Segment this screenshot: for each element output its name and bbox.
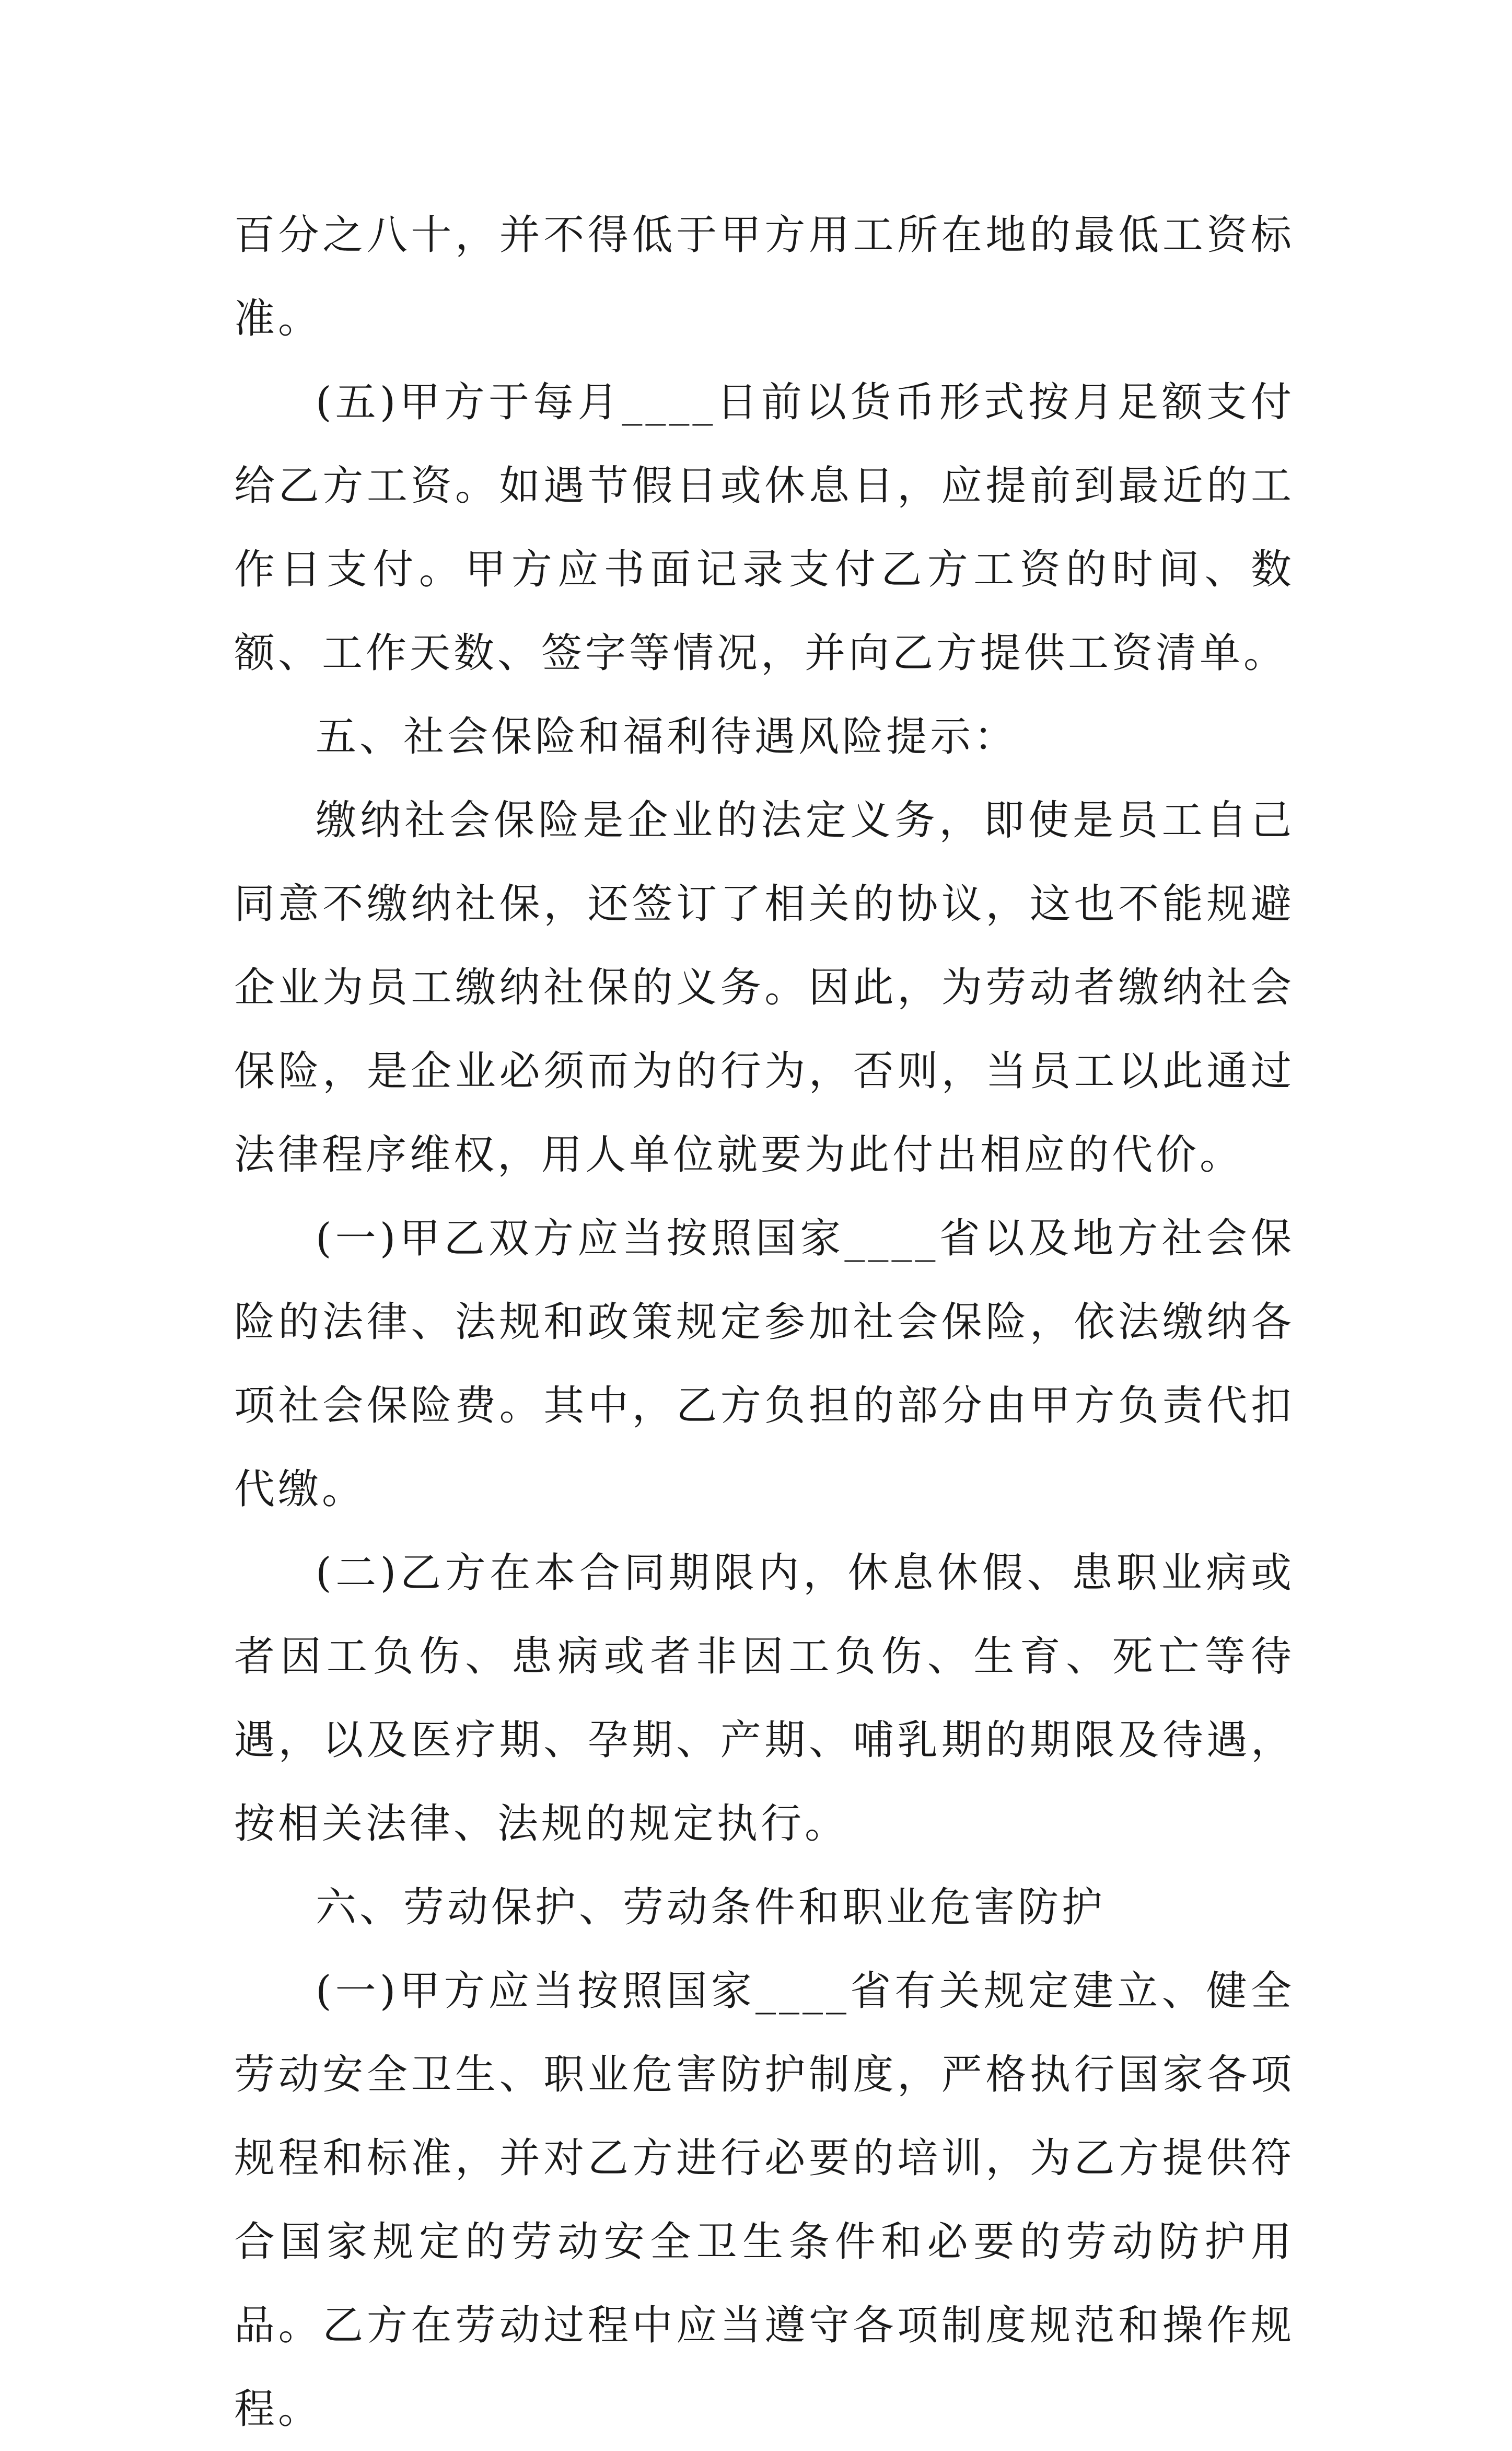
paragraph-wage-minimum: 百分之八十，并不得低于甲方用工所在地的最低工资标准。 [234, 212, 1295, 342]
paragraph-wage-payment: (五)甲方于每月____日前以货币形式按月足额支付给乙方工资。如遇节假日或休息日，应提前到最近的工作日支付。甲方应书面记录支付乙方工资的时间、数额、工作天数、签字等情况，并向乙方提供工资清单。 [234, 379, 1295, 677]
paragraph-social-insurance-risk: 缴纳社会保险是企业的法定义务，即使是员工自己同意不缴纳社保，还签订了相关的协议，这也不能规避企业为员工缴纳社保的义务。因此，为劳动者缴纳社会保险，是企业必须而为的行为，否则，当员工以此通过法律程序维权，用人单位就要为此付出相应的代价。 [234, 797, 1295, 1178]
paragraph-social-insurance-clause-1: (一)甲乙双方应当按照国家____省以及地方社会保险的法律、法规和政策规定参加社会保险，依法缴纳各项社会保险费。其中，乙方负担的部分由甲方负责代扣代缴。 [234, 1215, 1295, 1513]
section-heading-social-insurance: 五、社会保险和福利待遇风险提示： [316, 713, 1018, 760]
document-body [234, 193, 1295, 2451]
paragraph-labor-protection-clause-1: (一)甲方应当按照国家____省有关规定建立、健全劳动安全卫生、职业危害防护制度，严格执行国家各项规程和标准，并对乙方进行必要的培训，为乙方提供符合国家规定的劳动安全卫生条件和必要的劳动防护用品。乙方在劳动过程中应当遵守各项制度规范和操作规程。 [234, 1968, 1295, 2433]
section-heading-labor-protection: 六、劳动保护、劳动条件和职业危害防护 [316, 1884, 1106, 1931]
paragraph-social-insurance-clause-2: (二)乙方在本合同期限内，休息休假、患职业病或者因工负伤、患病或者非因工负伤、生育、死亡等待遇，以及医疗期、孕期、产期、哺乳期的期限及待遇，按相关法律、法规的规定执行。 [234, 1550, 1295, 1847]
